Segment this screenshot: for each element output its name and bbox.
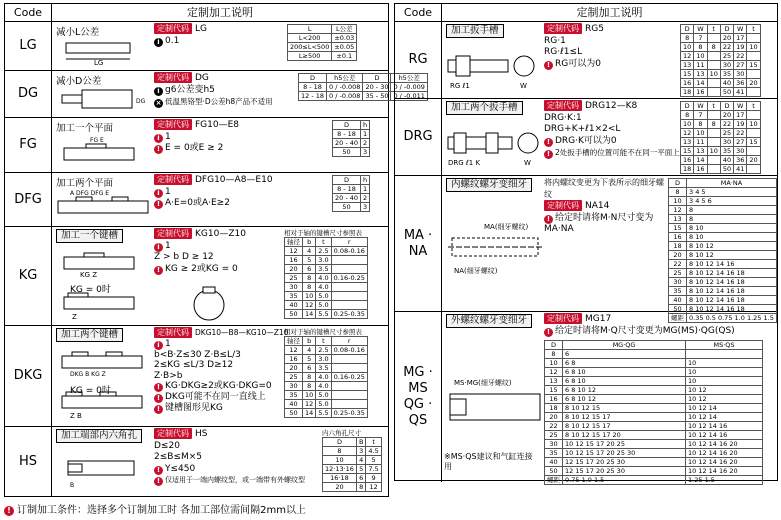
bullet-lg: 0.1 <box>165 35 180 46</box>
left-header <box>5 4 388 22</box>
right-header-code: Code <box>395 4 442 21</box>
footer-note: ! 订制加工条件：选择多个订制加工时 各加工部位需间隔2mm以上 <box>4 501 306 516</box>
row-fg: FG 加工一个平面 FG E 定制代码 FG10—E8 i 1 ! E = 0或E ≥ 2 D h 8 - 18 1 20 - 40 2 50 3 <box>5 118 388 173</box>
alert-icon: ! <box>154 200 163 209</box>
table-hs: D B t 8 3 4.5 10 4 5 12·13·16 5 7.5 16·18 6 9 20 8 12 <box>322 437 382 492</box>
svg-text:KG Z: KG Z <box>80 271 98 279</box>
alert-icon: ! <box>154 405 163 414</box>
svg-text:Z B: Z B <box>70 412 82 420</box>
info-icon: i <box>154 87 163 96</box>
spec-drg: DRG12—K8 <box>585 101 638 111</box>
title-lg: 减小L公差 <box>56 27 100 38</box>
ma-na-sketch <box>446 232 544 262</box>
table-ma-na: D MA·NA 8 3 4 5 10 3 4 5 6 12 8 13 8 15 8 10 16 8 10 18 8 10 12 20 8 10 12 22 8 10 12 14 16 25 8 10 12 14 16 18 30 8 10 12 14 16 18 35 8 10 12 14 16 18 40 8 10 12 14 16 18 50 8 10 12 14 16 18 螺距 0.35 0.5 0.75 1.0 1.25 1.5 <box>668 178 777 323</box>
alert-icon: ! <box>544 61 553 70</box>
row-ma-na: MA · NA 内螺纹螺牙变细牙 MA(细牙螺纹) NA(细牙螺纹) 将内螺纹变更为下表所示的细牙螺纹 定制代码 NA14 ! 给定时请将M·N尺寸变为MA·NA D MA·NA 8 3 4 5 10 3 4 5 6 12 8 13 8 15 8 10 16 8 10 18 8 10 12 20 8 10 12 22 8 10 12 14 16 25 8 10 12 14 16 18 30 8 10 12 14 16 18 35 8 10 12 14 16 18 40 8 10 12 14 16 18 50 8 10 12 14 16 18 螺距 0.35 0.5 0.75 1.0 1.25 1.5 <box>395 176 777 312</box>
row-hs: HS 加工端部内六角孔 B 定制代码 HS D≤20 2≤B≤M×5 ! Y≤450 ! 仅适用于一端内螺纹型，或一端带有外螺纹型 内六角孔尺寸 D B t 8 3 4.5 10 4 5 12·13·16 5 7.5 16·18 6 9 20 8 12 <box>5 427 388 497</box>
svg-text:W: W <box>524 159 531 167</box>
spec-fg: FG10—E8 <box>195 120 240 130</box>
mg-ms-sketch <box>446 388 544 428</box>
spec-dfg: DFG10—A8—E10 <box>195 175 273 185</box>
kg-table-title: 相对于轴的键槽尺寸参照表 <box>284 229 362 237</box>
svg-text:A DFG DFG E: A DFG DFG E <box>70 190 110 197</box>
row-drg: DRG 加工两个扳手槽 DRG ℓ1 K W 定制代码 DRG12—K8 DRG·K:1 DRG+K+ℓ1×2<L ! DRG·K可以为0 ! 2处扳手槽的位置可能不在同一平面上 D W t D W t 8 7 20 17 10 8 8 22 19 10 12 10 25 22 13 11 30 27 15 15 13 10 35 30 16 14 40 36 20 18 16 50 41 <box>395 99 777 176</box>
right-header <box>395 4 777 22</box>
table-dfg: D h 8 - 18 1 20 - 40 2 50 3 <box>332 175 370 212</box>
code-dg: DG <box>5 71 52 117</box>
spec-hs: HS <box>195 429 208 439</box>
ms-mg-label: MS·MG(细牙螺纹) <box>454 379 512 387</box>
spec-lg: LG <box>195 24 207 34</box>
alert-icon: ! <box>154 145 163 154</box>
info-icon: i <box>154 243 163 252</box>
title-rg: 加工扳手槽 <box>446 24 504 38</box>
title-dkg: 加工两个键槽 <box>56 328 123 342</box>
dg-sketch <box>58 87 148 115</box>
lg-sketch <box>58 40 148 66</box>
spec-rg: RG5 <box>585 24 604 34</box>
svg-text:LG: LG <box>94 59 104 67</box>
dkg-table-title: 相对于轴的键槽尺寸参照表 <box>284 328 362 336</box>
table-mg-ms: D MG·QG MS·QS 8 6 10 6 8 10 12 6 8 10 10 13 6 8 10 10 15 6 8 10 12 10 12 16 6 8 10 12 10 12 18 8 10 12 15 10 12 14 20 8 10 12 15 17 10 12 14 22 8 10 12 15 17 10 12 14 16 25 8 10 12 15 17 20 10 12 14 16 30 10 12 15 17 20 25 10 12 14 16 20 35 10 12 15 17 20 25 30 10 12 14 16 20 40 12 15 17 20 25 30 10 12 14 16 20 50 12 15 17 20 25 30 10 12 14 16 20 螺距 0.75 1.0 1.5 1.25 1.5 <box>544 340 763 485</box>
code-mg-ms: MG · MS QG · QS <box>395 312 442 482</box>
svg-text:Z: Z <box>72 313 77 321</box>
table-drg: D W t D W t 8 7 20 17 10 8 8 22 19 10 12 10 25 22 13 11 30 27 15 15 13 10 35 30 16 14 40 36 20 18 16 50 41 <box>680 101 761 174</box>
code-fg: FG <box>5 118 52 172</box>
spec-mg-ms: MG17 <box>585 314 612 324</box>
info-icon: i <box>154 189 163 198</box>
spec-dkg: DKG10—B8—KG10—Z10 <box>195 328 289 337</box>
alert-icon: ! <box>154 383 163 392</box>
title-kg: 加工一个键槽 <box>56 229 123 243</box>
title-hs: 加工端部内六角孔 <box>56 429 142 443</box>
code-dfg: DFG <box>5 173 52 226</box>
svg-text:B: B <box>70 482 75 489</box>
kg-zero-note: KG = 0时 <box>70 285 111 295</box>
hs-sketch <box>64 445 150 493</box>
spec-dg: DG <box>195 73 209 83</box>
right-header-title: 定制加工说明 <box>576 6 643 19</box>
row-dg: DG 减小D公差 DG 定制代码 DG i g6公差变h5 × 低温黑铬型·D公差h8产品不适用 D h5公差 D h5公差 8 - 18 0 / -0.008 20 - 30 0 / -0.009 12 - 18 0 / -0.008 35 - 50 0 / -0.011 <box>5 71 388 118</box>
alert-icon: ! <box>154 394 163 403</box>
code-ma-na: MA · NA <box>395 176 442 311</box>
row-kg: KG 加工一个键槽 KG Z Z KG = 0时 定制代码 KG10—Z10 i 1 Z > b D ≥ 12 ! KG ≥ 2或KG = 0 相对于轴的键槽尺寸参照表 轴径 b t r 12 4 2.5 0.08-0.16 16 5 3.0 20 6 3.5 25 8 4.0 0.16-0.25 30 8 4.0 35 10 5.0 40 12 5.0 50 14 5.5 0.25-0.35 <box>5 227 388 326</box>
alert-icon: ! <box>544 150 553 159</box>
svg-text:FG E: FG E <box>90 137 104 144</box>
keyway-section-sketch <box>180 279 238 321</box>
spec-badge: 定制代码 <box>154 23 192 34</box>
alert-icon: ! <box>544 138 553 147</box>
mg-ms-note: ※MS·QS建议和气缸连接用 <box>444 452 533 471</box>
spec-kg: KG10—Z10 <box>195 229 246 239</box>
spec-ma-na: NA14 <box>585 201 610 211</box>
warning-icon: ! <box>4 506 14 516</box>
code-kg: KG <box>5 227 52 325</box>
row-dfg: DFG 加工两个平面 A DFG DFG E 定制代码 DFG10—A8—E10 i 1 ! A·E=0或A·E≥2 D h 8 - 18 1 20 - 40 2 50 3 <box>5 173 388 227</box>
ma-label: MA(细牙螺纹) <box>484 223 529 231</box>
right-panel <box>394 3 778 484</box>
alert-icon: ! <box>544 328 553 337</box>
info-icon: i <box>154 134 163 143</box>
code-lg: LG <box>5 22 52 70</box>
drg-sketch <box>446 119 542 173</box>
row-rg: RG 加工扳手槽 RG ℓ1 W 定制代码 RG5 RG·1 RG·ℓ1≤L ! RG可以为0 D W t D W t 8 7 20 17 10 8 8 22 19 10 12 10 25 22 13 11 30 27 15 15 13 10 35 30 16 14 40 36 20 18 16 50 41 <box>395 22 777 99</box>
table-lg: L L公差 L<200 ±0.03 200≤L<500 ±0.05 L≥500 ±0.1 <box>287 24 357 61</box>
info-icon: i <box>154 38 163 47</box>
code-dkg: DKG <box>5 326 52 426</box>
hs-table-title: 内六角孔尺寸 <box>322 429 361 437</box>
table-kg: 轴径 b t r 12 4 2.5 0.08-0.16 16 5 3.0 20 6 3.5 25 8 4.0 0.16-0.25 30 8 4.0 35 10 5.0 40 12 5.0 50 14 5.5 0.25-0.35 <box>284 237 368 319</box>
dkg-zero-note: KG = 0时 <box>70 386 111 396</box>
row-lg <box>5 22 388 71</box>
alert-icon: ! <box>154 466 163 475</box>
svg-text:DRG ℓ1 K: DRG ℓ1 K <box>448 159 481 167</box>
fg-sketch <box>62 134 142 170</box>
code-hs: HS <box>5 427 52 497</box>
na-label: NA(细牙螺纹) <box>454 267 498 275</box>
svg-text:DG: DG <box>136 98 146 105</box>
info-icon: i <box>154 341 163 350</box>
svg-text:W: W <box>520 82 527 90</box>
x-icon: × <box>155 99 162 107</box>
title-dfg: 加工两个平面 <box>56 178 114 189</box>
title-ma-na: 内螺纹螺牙变细牙 <box>446 178 532 192</box>
code-drg: DRG <box>395 99 442 175</box>
table-fg: D h 8 - 18 1 20 - 40 2 50 3 <box>332 120 370 157</box>
title-drg: 加工两个扳手槽 <box>446 101 523 115</box>
table-dg: D h5公差 D h5公差 8 - 18 0 / -0.008 20 - 30 0 / -0.009 12 - 18 0 / -0.008 35 - 50 0 / -0.011 <box>298 73 428 101</box>
code-rg: RG <box>395 22 442 98</box>
title-fg: 加工一个平面 <box>56 123 114 134</box>
dfg-sketch <box>56 187 152 223</box>
left-header-code: Code <box>5 4 52 21</box>
svg-text:DKG B KG Z: DKG B KG Z <box>70 371 106 378</box>
table-dkg: 轴径 b t r 12 4 2.5 0.08-0.16 16 5 3.0 20 6 3.5 25 8 4.0 0.16-0.25 30 8 4.0 35 10 5.0 40 12 5.0 50 14 5.5 0.25-0.35 <box>284 336 368 418</box>
left-header-title: 定制加工说明 <box>187 6 253 19</box>
row-dkg: DKG 加工两个键槽 DKG B KG Z Z B KG = 0时 定制代码 DKG10—B8—KG10—Z10 i 1 b<B·Z≤30 Z·B≤L/3 2≤KG ≤L/3 D≥12 Z·B>b ! KG·DKG≥2或KG·DKG=0 ! DKG可能不在同一直线上 ! 键槽图形见KG 相对于轴的键槽尺寸参照表 轴径 b t r 12 4 2.5 0.08-0.16 16 5 3.0 20 6 3.5 25 8 4.0 0.16-0.25 30 8 4.0 35 10 5.0 40 12 5.0 50 14 5.5 0.25-0.35 <box>5 326 388 427</box>
alert-icon: ! <box>544 215 553 224</box>
rg-sketch <box>446 42 536 96</box>
svg-text:RG ℓ1: RG ℓ1 <box>450 82 470 90</box>
row-mg-ms: MG · MS QG · QS 外螺纹螺牙变细牙 MS·MG(细牙螺纹) 定制代码 MG17 ! 给定时请将M·Q尺寸变更为MG(MS)·QG(QS) ※MS·QS建议和气缸连接用 D MG·QG MS·QS 8 6 10 6 8 10 12 6 8 10 10 13 6 8 10 10 15 6 8 10 12 10 12 16 6 8 10 12 10 12 18 8 10 12 15 10 12 14 20 8 10 12 15 17 10 12 14 22 8 10 12 15 17 10 12 14 16 25 8 10 12 15 17 20 10 12 14 16 30 10 12 15 17 20 25 10 12 14 16 20 35 10 12 15 17 20 25 30 10 12 14 16 20 40 12 15 17 20 25 30 10 12 14 16 20 50 12 15 17 20 25 30 10 12 14 16 20 螺距 0.75 1.0 1.5 1.25 1.5 <box>395 312 777 482</box>
title-mg-ms: 外螺纹螺牙变细牙 <box>446 314 532 328</box>
table-rg: D W t D W t 8 7 20 17 10 8 8 22 19 10 12 10 25 22 13 11 30 27 15 15 13 10 35 30 16 14 40 36 20 18 16 50 41 <box>680 24 761 97</box>
alert-icon: ! <box>154 266 163 275</box>
title-dg: 减小D公差 <box>56 76 102 87</box>
alert-icon: ! <box>154 477 163 486</box>
